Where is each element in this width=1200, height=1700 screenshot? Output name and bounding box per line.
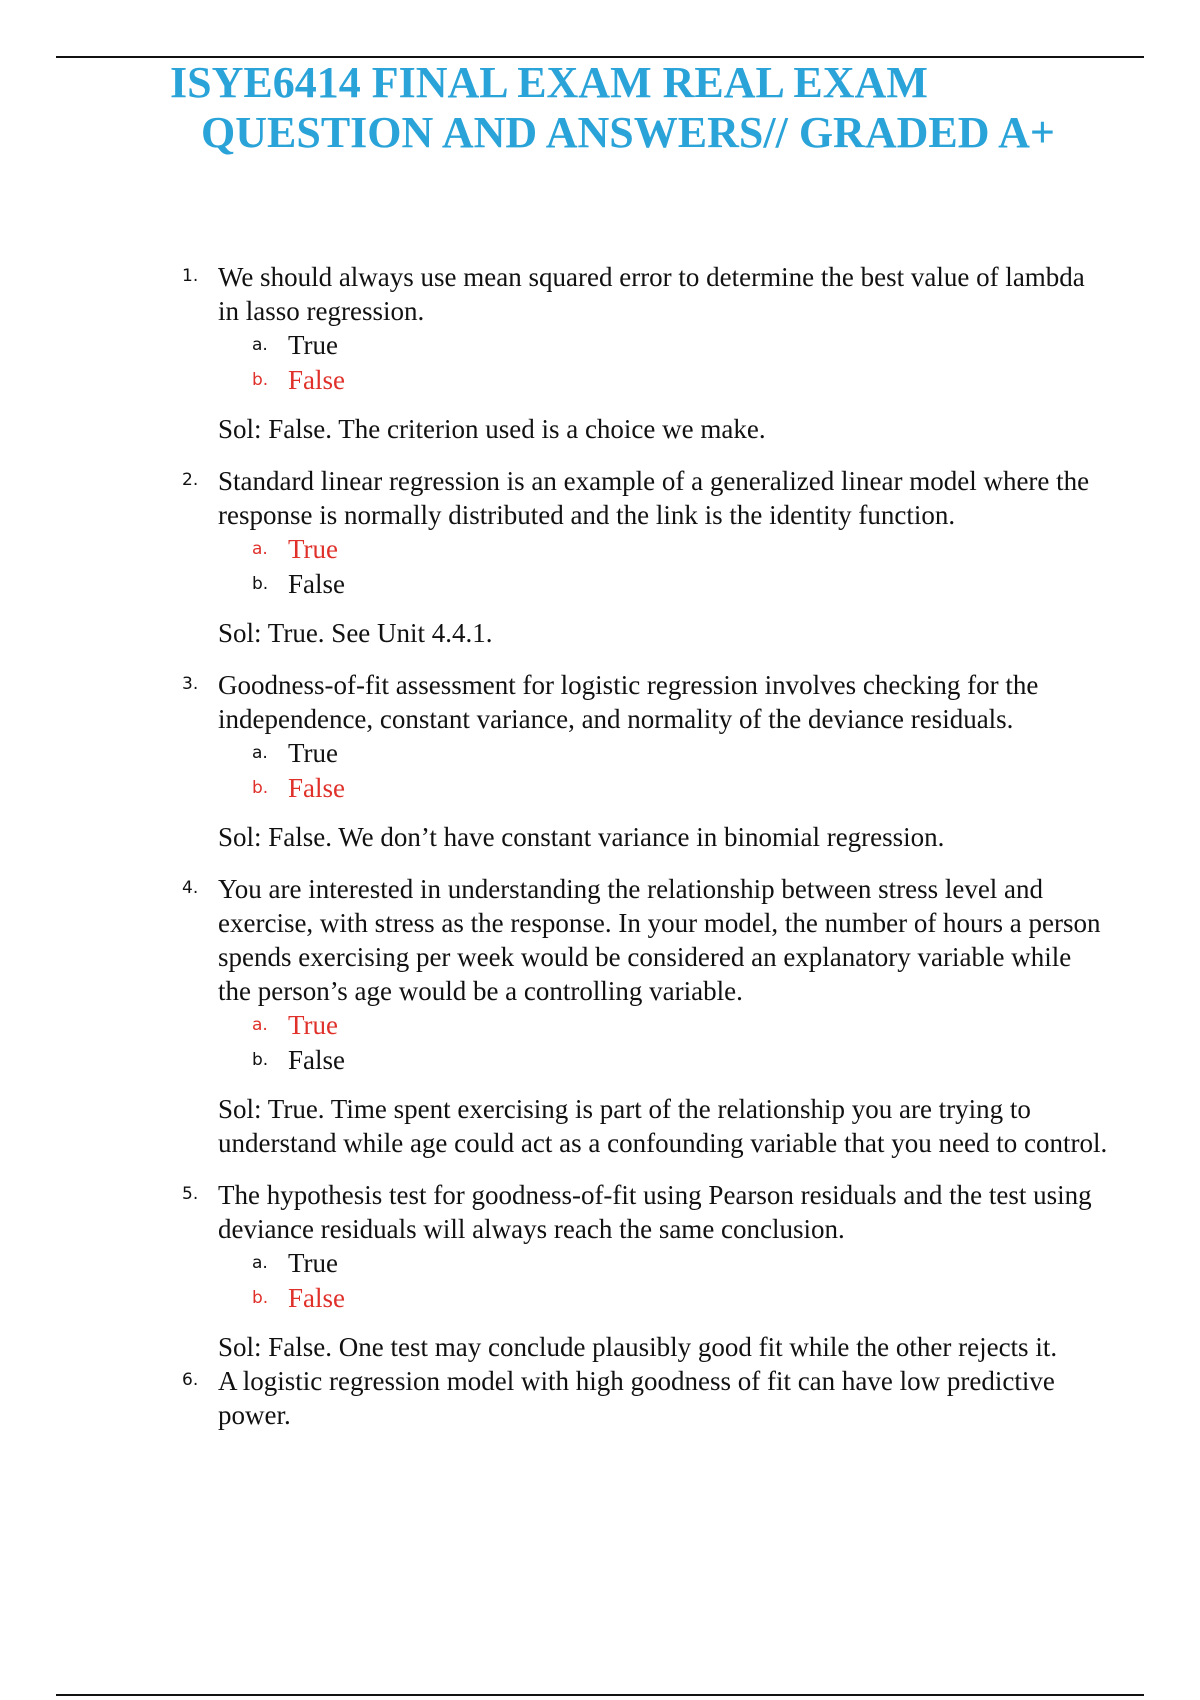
- option-label: False: [288, 1283, 345, 1313]
- option-letter: b.: [252, 370, 269, 390]
- question-number: 2.: [182, 470, 199, 490]
- question-text: Standard linear regression is an example of a generalized linear model where the response is normally distributed and the link is the identity function.: [218, 466, 1090, 530]
- question-item: [0, 1178, 1108, 1364]
- answer-option: [218, 1246, 1108, 1281]
- question-item: [0, 464, 1108, 668]
- option-letter: b.: [252, 1050, 269, 1070]
- title-line-2: QUESTION AND ANSWERS// GRADED A+: [201, 108, 1055, 157]
- question-spacer: [218, 1432, 1108, 1450]
- answer-option-correct: [218, 532, 1108, 567]
- option-label: True: [288, 534, 339, 564]
- answer-options: [218, 328, 1108, 398]
- solution-text: Sol: True. See Unit 4.4.1.: [218, 618, 493, 648]
- option-label: True: [288, 738, 339, 768]
- question-text: We should always use mean squared error to determine the best value of lambda in lasso regression.: [218, 262, 1085, 326]
- solution-text: Sol: False. The criterion used is a choice we make.: [218, 414, 766, 444]
- question-item: [0, 1364, 1108, 1450]
- option-letter: a.: [252, 539, 268, 559]
- answer-option-correct: [218, 1008, 1108, 1043]
- option-letter: a.: [252, 743, 268, 763]
- answer-options: [218, 736, 1108, 806]
- answer-option-correct: [218, 363, 1108, 398]
- option-label: True: [288, 330, 339, 360]
- answer-options: [218, 1246, 1108, 1316]
- option-letter: b.: [252, 778, 269, 798]
- solution-text: Sol: False. We don’t have constant variance in binomial regression.: [218, 822, 945, 852]
- option-label: True: [288, 1248, 339, 1278]
- question-number: 4.: [182, 878, 199, 898]
- question-text: Goodness-of-fit assessment for logistic regression involves checking for the independence, constant variance, and normality of the deviance residuals.: [218, 670, 1039, 734]
- answer-option: [218, 1043, 1108, 1078]
- question-number: 1.: [182, 266, 199, 286]
- answer-option: [218, 328, 1108, 363]
- question-number: 3.: [182, 674, 199, 694]
- question-item: [0, 668, 1108, 872]
- option-letter: a.: [252, 1253, 268, 1273]
- answer-options: [218, 1008, 1108, 1078]
- option-letter: a.: [252, 1015, 268, 1035]
- document-title: [170, 58, 1130, 158]
- question-spacer: [218, 446, 1108, 464]
- question-text: A logistic regression model with high goodness of fit can have low predictive power.: [218, 1366, 1055, 1430]
- solution-text: Sol: True. Time spent exercising is part of the relationship you are trying to understand while age could act as a confounding variable that you need to control.: [218, 1094, 1108, 1158]
- question-item: [0, 872, 1108, 1178]
- option-label: False: [288, 365, 345, 395]
- bottom-rule: [56, 1694, 1144, 1696]
- answer-options: [218, 532, 1108, 602]
- question-text: The hypothesis test for goodness-of-fit using Pearson residuals and the test using deviance residuals will always reach the same conclusion.: [218, 1180, 1092, 1244]
- question-list: [0, 260, 1200, 1450]
- option-letter: b.: [252, 574, 269, 594]
- question-text: You are interested in understanding the relationship between stress level and exercise, with stress as the response. In your model, the number of hours a person spends exercising per week would be considered an explanatory variable while the person’s age would be a controlling variable.: [218, 874, 1101, 1006]
- solution-text: Sol: False. One test may conclude plausibly good fit while the other rejects it.: [218, 1332, 1058, 1362]
- question-spacer: [218, 1160, 1108, 1178]
- answer-option: [218, 567, 1108, 602]
- answer-option-correct: [218, 1281, 1108, 1316]
- question-number: 5.: [182, 1184, 199, 1204]
- option-label: False: [288, 773, 345, 803]
- option-letter: b.: [252, 1288, 269, 1308]
- option-label: False: [288, 1045, 345, 1075]
- answer-option: [218, 736, 1108, 771]
- question-spacer: [218, 854, 1108, 872]
- option-label: True: [288, 1010, 339, 1040]
- option-label: False: [288, 569, 345, 599]
- option-letter: a.: [252, 335, 268, 355]
- question-item: [0, 260, 1108, 464]
- answer-option-correct: [218, 771, 1108, 806]
- question-spacer: [218, 650, 1108, 668]
- question-number: 6.: [182, 1370, 199, 1390]
- title-line-1: ISYE6414 FINAL EXAM REAL EXAM: [170, 58, 928, 107]
